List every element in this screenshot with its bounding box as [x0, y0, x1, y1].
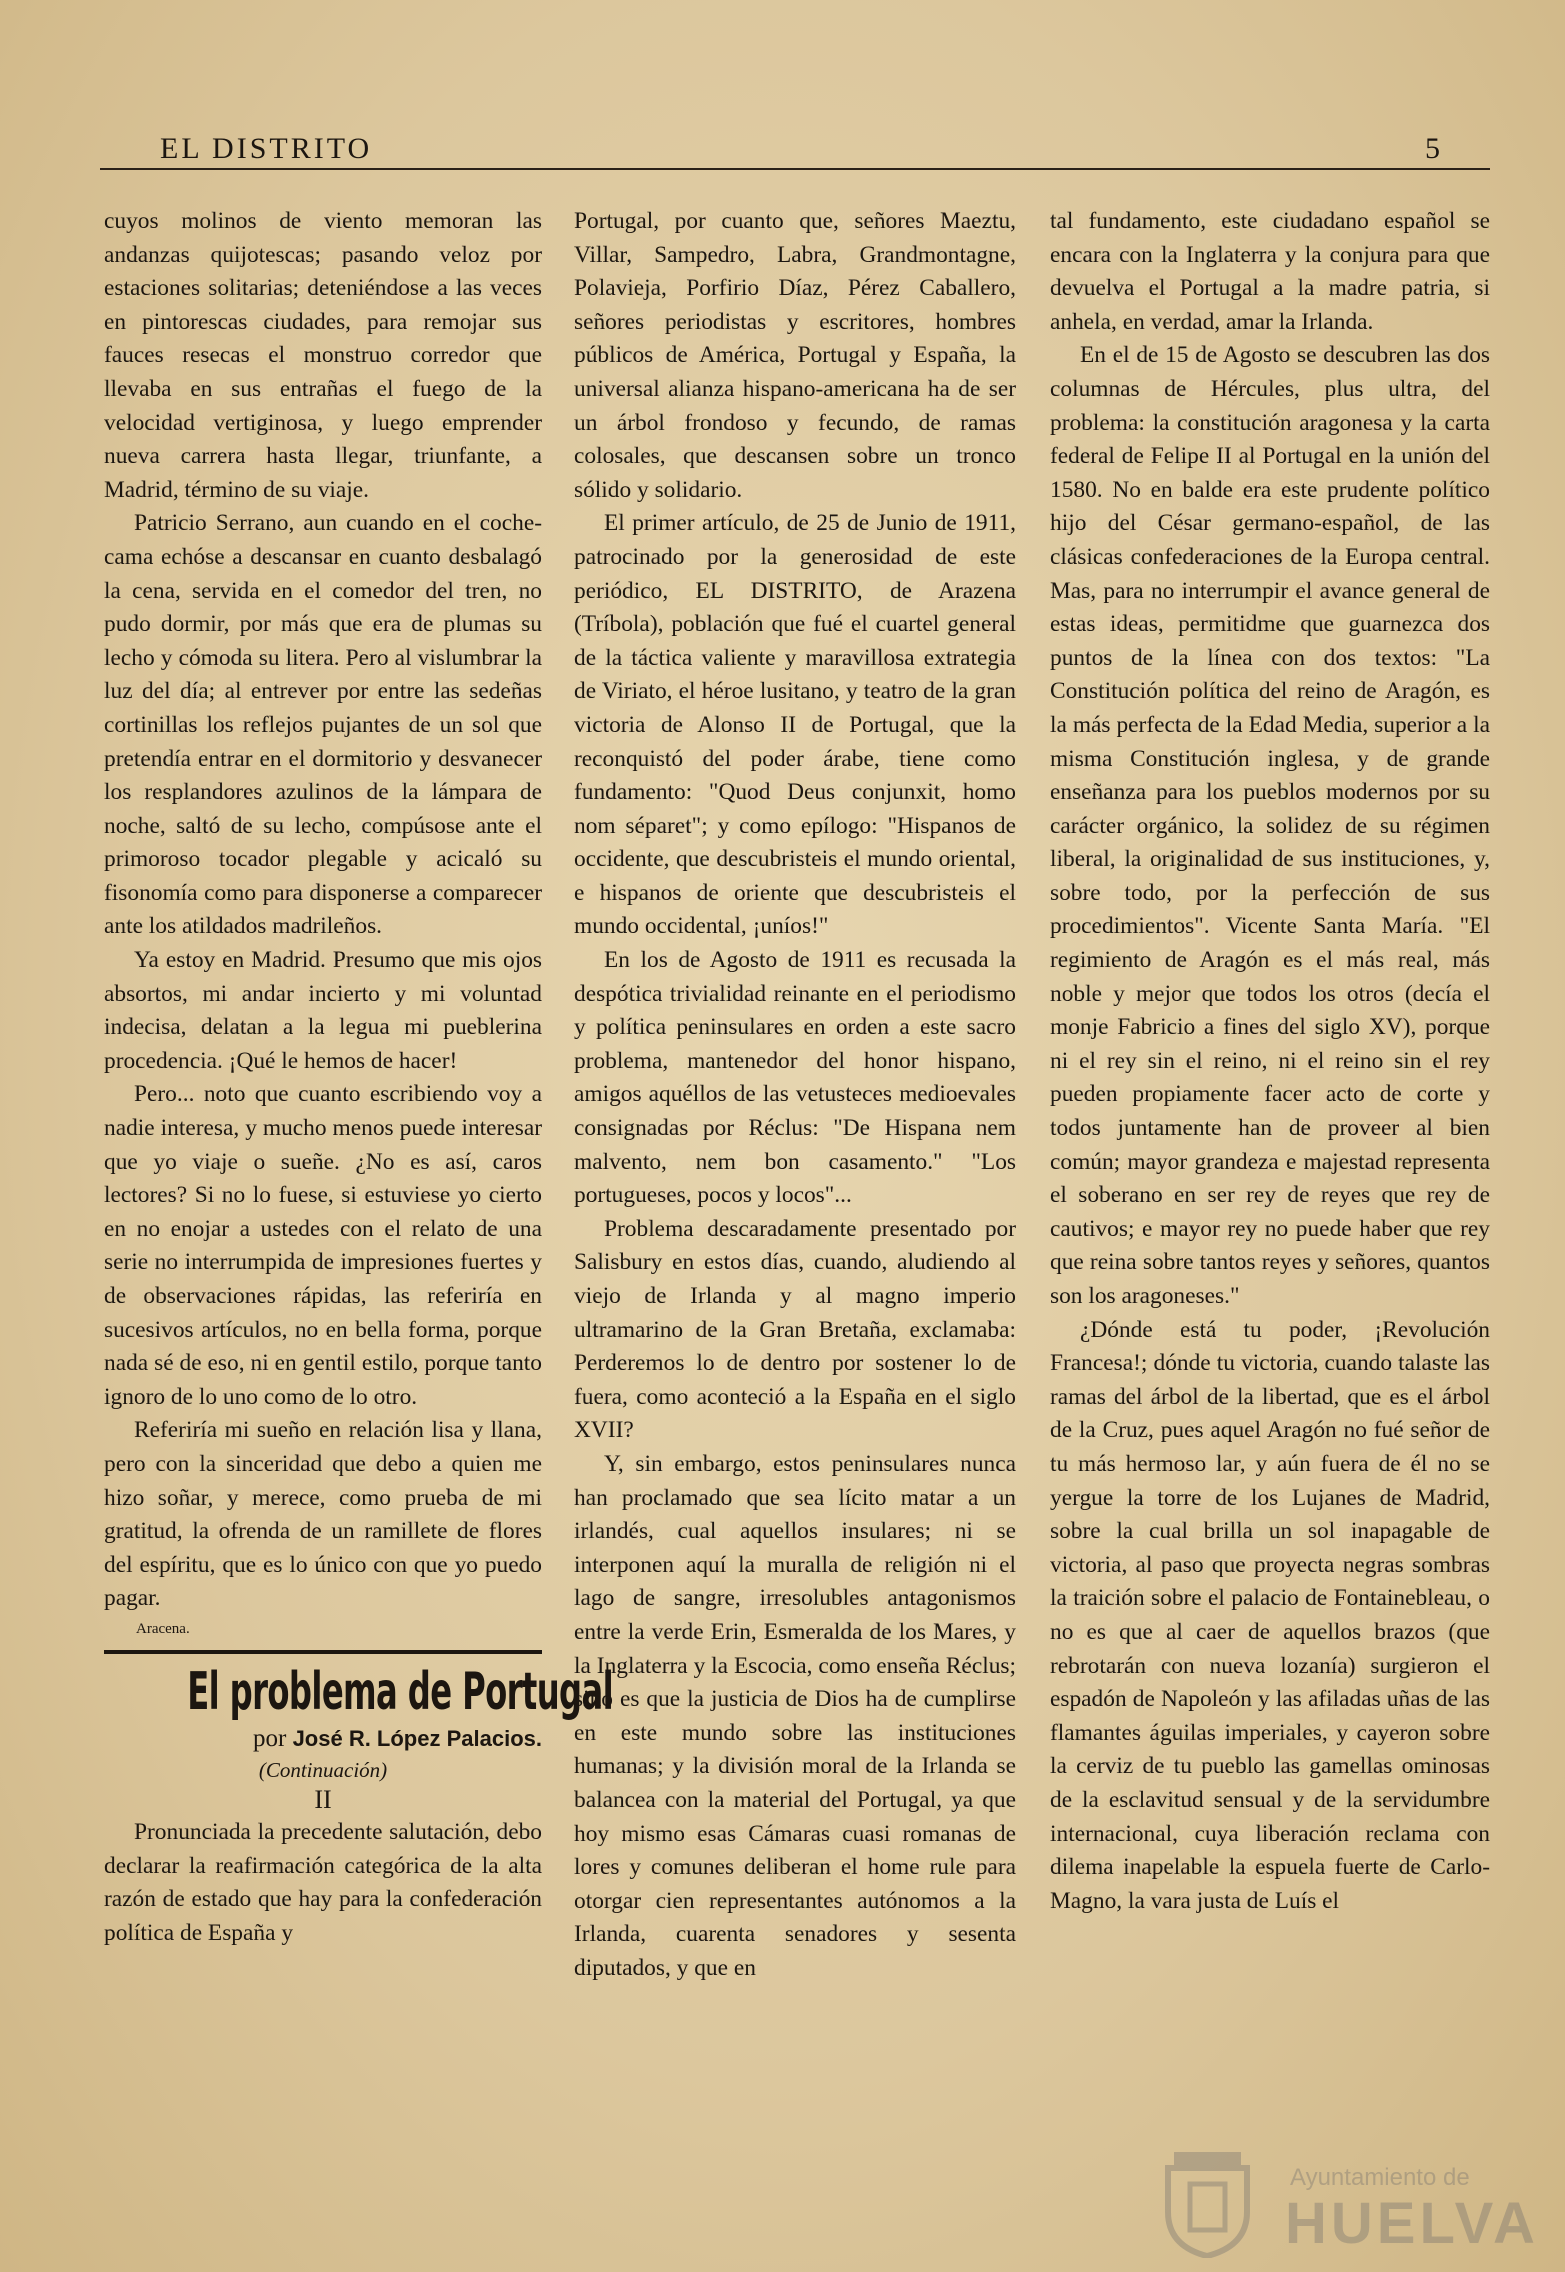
newspaper-title: EL DISTRITO [160, 132, 373, 165]
byline-por: por [252, 1724, 287, 1752]
paragraph: cuyos molinos de viento memoran las andanzas quijotescas; pasando veloz por estaciones solitarias; deteniéndose a las veces en pintorescas ciudades, para remojar sus fauces resecas el monstruo corredor que llevaba en sus entrañas el fuego de la velocidad vertiginosa, y luego emprender nueva carrera hasta llegar, triunfante, a Madrid, término de su viaje. [104, 208, 542, 503]
header-rule [100, 168, 1490, 170]
column-3 [1050, 205, 1490, 1918]
byline [104, 1722, 542, 1756]
article-separator [104, 1650, 542, 1654]
paragraph: Pero... noto que cuanto escribiendo voy a nadie interesa, y mucho menos puede interesar que yo viaje o sueñe. ¿No es así, caros lectores? Si no lo fuese, si estuviese yo cierto en no enojar a ustedes con el relato de una serie no interrumpida de impresiones fuertes y de observaciones rápidas, las referiría en sucesivos artículos, no en bella forma, porque nada sé de eso, ni en gentil estilo, porque tanto ignoro de lo uno como de lo otro. [104, 1081, 542, 1410]
paragraph: El primer artículo, de 25 de Junio de 1911, patrocinado por la generosidad de este periódico, EL DISTRITO, de Arazena (Tríbola), población que fué el cuartel general de la táctica valiente y maravillosa extrategia de Viriato, el héroe lusitano, y teatro de la gran victoria de Alonso II de Portugal, que la reconquistó del poder árabe, tiene como fundamento: "Quod Deus conjunxit, homo nom séparet"; y como epílogo: "Hispanos de occidente, que descubristeis el mundo oriental, e hispanos de oriente que descubristeis el mundo occidental, ¡uníos!" [574, 510, 1016, 940]
paragraph: En el de 15 de Agosto se descubren las dos columnas de Hércules, plus ultra, del problema: la constitución aragonesa y la carta federal de Felipe II al Portugal en la unión del 1580. No en balde era este prudente político hijo del César germano-español, de las clásicas confederaciones de la Europa central. Mas, para no interrumpir el avance general de estas ideas, permitidme que guarnezca dos puntos de la línea con dos textos: "La Constitución política del reino de Aragón, es la más perfecta de la Edad Media, superior a la misma Constitución inglesa, y de grande enseñanza para los pueblos modernos por su carácter orgánico, la solidez de su régimen liberal, la originalidad de sus instituciones, y, sobre todo, por la perfección de sus procedimientos". Vicente Santa María. "El regimiento de Aragón es el más real, más noble y mejor que todos los otros (decía el monje Fabricio a fines del siglo XV), porque ni el rey sin el reino, ni el reino sin el rey pueden propiamente facer acto de corte y todos juntamente han de proveer al bien común; mayor grandeza e majestad representa el soberano en ser rey de reyes que rey de cautivos; e mayor rey no puede haber que rey que reina sobre tantos reyes y señores, quantos son los aragoneses." [1050, 342, 1490, 1309]
paragraph: Pronunciada la precedente salutación, debo declarar la reafirmación categórica de la alta razón de estado que hay para la confederación política de España y [104, 1818, 542, 1946]
byline-author: José R. López Palacios. [292, 1725, 542, 1751]
paragraph: tal fundamento, este ciudadano español se encara con la Inglaterra y la conjura para que devuelva el Portugal a la madre patria, si anhela, en verdad, amar la Irlanda. [1050, 208, 1490, 335]
paragraph: Y, sin embargo, estos peninsulares nunca han proclamado que sea lícito matar a un irlandés, cual aquellos insulares; ni se interponen aquí la muralla de religión ni el lago de sangre, irresolubles antagonismos entre la verde Erin, Esmeralda de los Mares, y la Inglaterra y la Escocia, como enseña Réclus; sino es que la justicia de Dios ha de cumplirse en este mundo sobre las instituciones humanas; y la división moral de la Irlanda se balancea con la material del Portugal, ya que hoy mismo esas Cámaras cuasi romanas de lores y comunes deliberan el home rule para otorgar cien representantes autónomos a la Irlanda, cuarenta senadores y sesenta diputados, y que en [574, 1450, 1016, 1981]
watermark-line1: Ayuntamiento de [1290, 2164, 1470, 2191]
page-number: 5 [1425, 132, 1440, 165]
watermark-line2: HUELVA [1285, 2191, 1539, 2256]
paragraph: Problema descaradamente presentado por Salisbury en estos días, cuando, aludiendo al viejo de Irlanda y al magno imperio ultramarino de la Gran Bretaña, exclamaba: Perderemos lo de dentro por sostener lo de fuera, como aconteció a la España en el siglo XVII? [574, 1215, 1016, 1444]
section-number: II [314, 1784, 332, 1814]
column-2 [574, 205, 1016, 1985]
paragraph: En los de Agosto de 1911 es recusada la despótica trivialidad reinante en el periodismo y política peninsulares en orden a este sacro problema, mantenedor del honor hispano, amigos aquéllos de las vetusteces medioevales consignadas por Réclus: "De Hispana nem malvento, nem bon casamento." "Los portugueses, pocos y locos"... [574, 947, 1016, 1209]
signature: Aracena. [136, 1620, 190, 1637]
paragraph: ¿Dónde está tu poder, ¡Revolución Francesa!; dónde tu victoria, cuando talaste las ramas del árbol de la libertad, que es el árbol de la Cruz, pues aquel Aragón no fué señor de tu más hermoso lar, y aún fuera de él no se yergue la torre de los Lujanes de Madrid, sobre la cual brilla un sol inapagable de victoria, al paso que proyecta negras sombras la traición sobre el palacio de Fontainebleau, o no es que al caer de aquellos brazos (que rebrotarán con nueva lozanía) surgieron el espadón de Napoleón y las afiladas uñas de las flamantes águilas imperiales, y cayeron sobre la cerviz de tu pueblo las gamellas ominosas de la esclavitud sensual y de la servidumbre internacional, cuya liberación reclama con dilema inapelable la espuela fuerte de Carlo-Magno, la vara justa de Luís el [1050, 1316, 1490, 1914]
article-title: El problema de Portugal [187, 1661, 614, 1722]
page-header [150, 132, 1440, 168]
watermark [1160, 2150, 1539, 2260]
coat-of-arms-icon [1160, 2150, 1255, 2258]
paragraph: Portugal, por cuanto que, señores Maeztu, Villar, Sampedro, Labra, Grandmontagne, Polavieja, Porfirio Díaz, Pérez Caballero, señores periodistas y escritores, hombres públicos de América, Portugal y España, la universal alianza hispano-americana ha de ser un árbol frondoso y fecundo, de ramas colosales, que descansen sobre un tronco sólido y solidario. [574, 208, 1016, 503]
continuation-note: (Continuación) [258, 1757, 388, 1782]
paragraph: Referiría mi sueño en relación lisa y llana, pero con la sinceridad que debo a quien me hizo soñar, y merece, como prueba de mi gratitud, la ofrenda de un ramillete de flores del espíritu, que es lo único con que yo puedo pagar. [104, 1417, 542, 1612]
paragraph: Patricio Serrano, aun cuando en el coche-cama echóse a descansar en cuanto desbalagó la cena, servida en el comedor del tren, no pudo dormir, por más que era de plumas su lecho y cómoda su litera. Pero al vislumbrar la luz del día; al entrever por entre las sedeñas cortinillas los reflejos pujantes de un sol que pretendía entrar en el dormitorio y desvanecer los resplandores azulinos de la lámpara de noche, saltó de su lecho, compúsose ante el primoroso tocador plegable y acicaló su fisonomía como para disponerse a comparecer ante los atildados madrileños. [104, 510, 542, 940]
paragraph: Ya estoy en Madrid. Presumo que mis ojos absortos, mi andar incierto y mi voluntad indecisa, delatan a la legua mi pueblerina procedencia. ¡Qué le hemos de hacer! [104, 947, 542, 1074]
column-1 [104, 205, 614, 1950]
